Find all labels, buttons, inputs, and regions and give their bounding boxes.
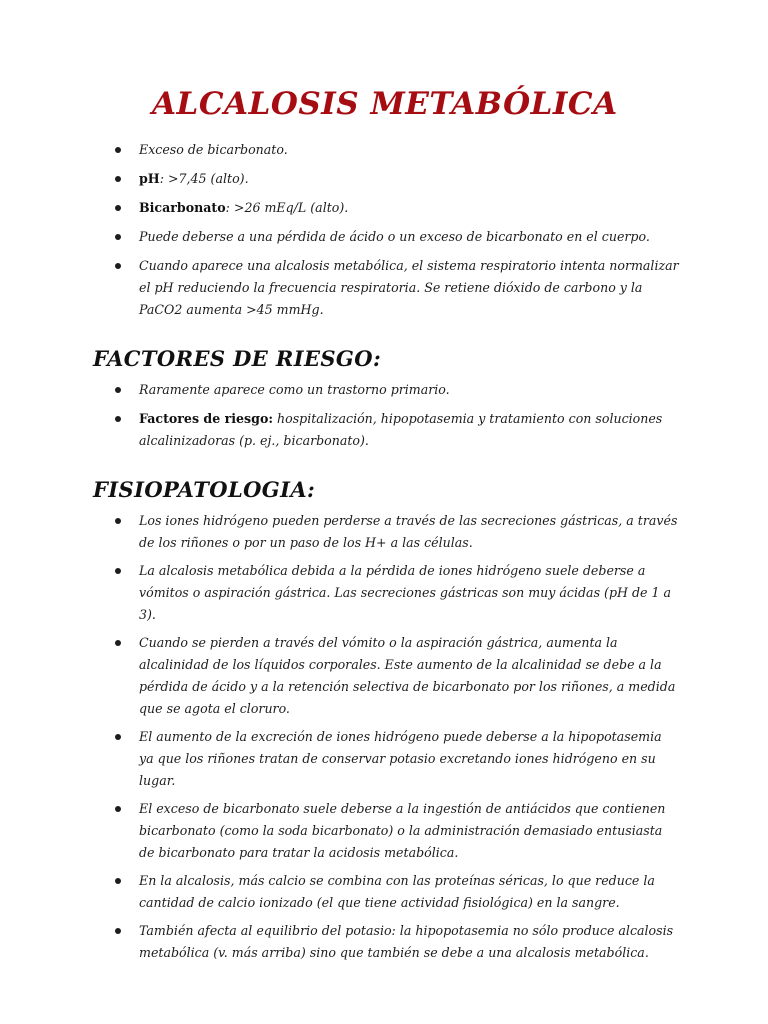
section-heading-fisiopatologia: FISIOPATOLOGIA: <box>93 477 316 502</box>
list-item <box>0 139 768 161</box>
bullet-icon <box>115 387 121 393</box>
item-text: Cuando aparece una alcalosis metabólica, el sistema respiratorio intenta normalizar el pH reduciendo la frecuencia respiratoria. Se retiene dióxido de carbono y la PaCO2 aumenta >45 mmHg. <box>139 258 679 317</box>
page-title: ALCALOSIS METABÓLICA <box>152 86 618 122</box>
item-text: En la alcalosis, más calcio se combina con las proteínas séricas, lo que reduce la cantidad de calcio ionizado (el que tiene actividad fisiológica) en la sangre. <box>139 873 655 910</box>
section-heading-riesgo: FACTORES DE RIESGO: <box>93 346 382 371</box>
bullet-icon <box>115 205 121 211</box>
bullet-icon <box>115 263 121 269</box>
item-text: Raramente aparece como un trastorno primario. <box>139 382 450 397</box>
bullet-icon <box>115 416 121 422</box>
fisio-list <box>0 510 768 964</box>
bullet-icon <box>115 568 121 574</box>
item-text: El exceso de bicarbonato suele deberse a la ingestión de antiácidos que contienen bicarbonato (como la soda bicarbonato) o la administración demasiado entusiasta de bicarbonato para tratar la acidosis metabólica. <box>139 801 666 860</box>
item-text: Los iones hidrógeno pueden perderse a través de las secreciones gástricas, a través de los riñones o por un paso de los H+ a las células. <box>139 513 678 550</box>
item-bold-label: pH <box>139 171 160 186</box>
list-item <box>0 379 768 401</box>
bullet-icon <box>115 928 121 934</box>
intro-list <box>0 139 768 321</box>
item-text: La alcalosis metabólica debida a la pérdida de iones hidrógeno suele deberse a vómitos o aspiración gástrica. Las secreciones gástricas son muy ácidas (pH de 1 a 3). <box>139 563 672 622</box>
item-text: : >26 mEq/L (alto). <box>225 200 349 215</box>
bullet-icon <box>115 518 121 524</box>
item-text: : >7,45 (alto). <box>159 171 249 186</box>
list-item <box>0 226 768 248</box>
riesgo-list <box>0 379 768 452</box>
list-item <box>0 632 768 720</box>
list-item <box>0 798 768 864</box>
list-item <box>0 870 768 914</box>
item-bold-label: Bicarbonato <box>139 200 226 215</box>
list-item <box>0 920 768 964</box>
bullet-icon <box>115 640 121 646</box>
item-text: Cuando se pierden a través del vómito o la aspiración gástrica, aumenta la alcalinidad de los líquidos corporales. Este aumento de la alcalinidad se debe a la pérdida de ácido y a la retención selectiva de bicarbonato por los riñones, a medida que se agota el cloruro. <box>139 635 676 716</box>
item-bold-label: Factores de riesgo: <box>139 411 273 426</box>
item-text: Exceso de bicarbonato. <box>139 142 288 157</box>
bullet-icon <box>115 806 121 812</box>
item-text: Puede deberse a una pérdida de ácido o un exceso de bicarbonato en el cuerpo. <box>139 229 650 244</box>
list-item <box>0 255 768 321</box>
bullet-icon <box>115 176 121 182</box>
list-item <box>0 197 768 219</box>
list-item <box>0 726 768 792</box>
list-item <box>0 168 768 190</box>
list-item <box>0 408 768 452</box>
item-text: También afecta al equilibrio del potasio: la hipopotasemia no sólo produce alcalosis metabólica (v. más arriba) sino que también se debe a una alcalosis metabólica. <box>139 923 674 960</box>
bullet-icon <box>115 734 121 740</box>
item-text: El aumento de la excreción de iones hidrógeno puede deberse a la hipopotasemia ya que los riñones tratan de conservar potasio excretando iones hidrógeno en su lugar. <box>139 729 662 788</box>
list-item <box>0 560 768 626</box>
bullet-icon <box>115 234 121 240</box>
bullet-icon <box>115 147 121 153</box>
bullet-icon <box>115 878 121 884</box>
item-text: hospitalización, hipopotasemia y tratamiento con soluciones alcalinizadoras (p. ej., bicarbonato). <box>139 411 663 448</box>
list-item <box>0 510 768 554</box>
